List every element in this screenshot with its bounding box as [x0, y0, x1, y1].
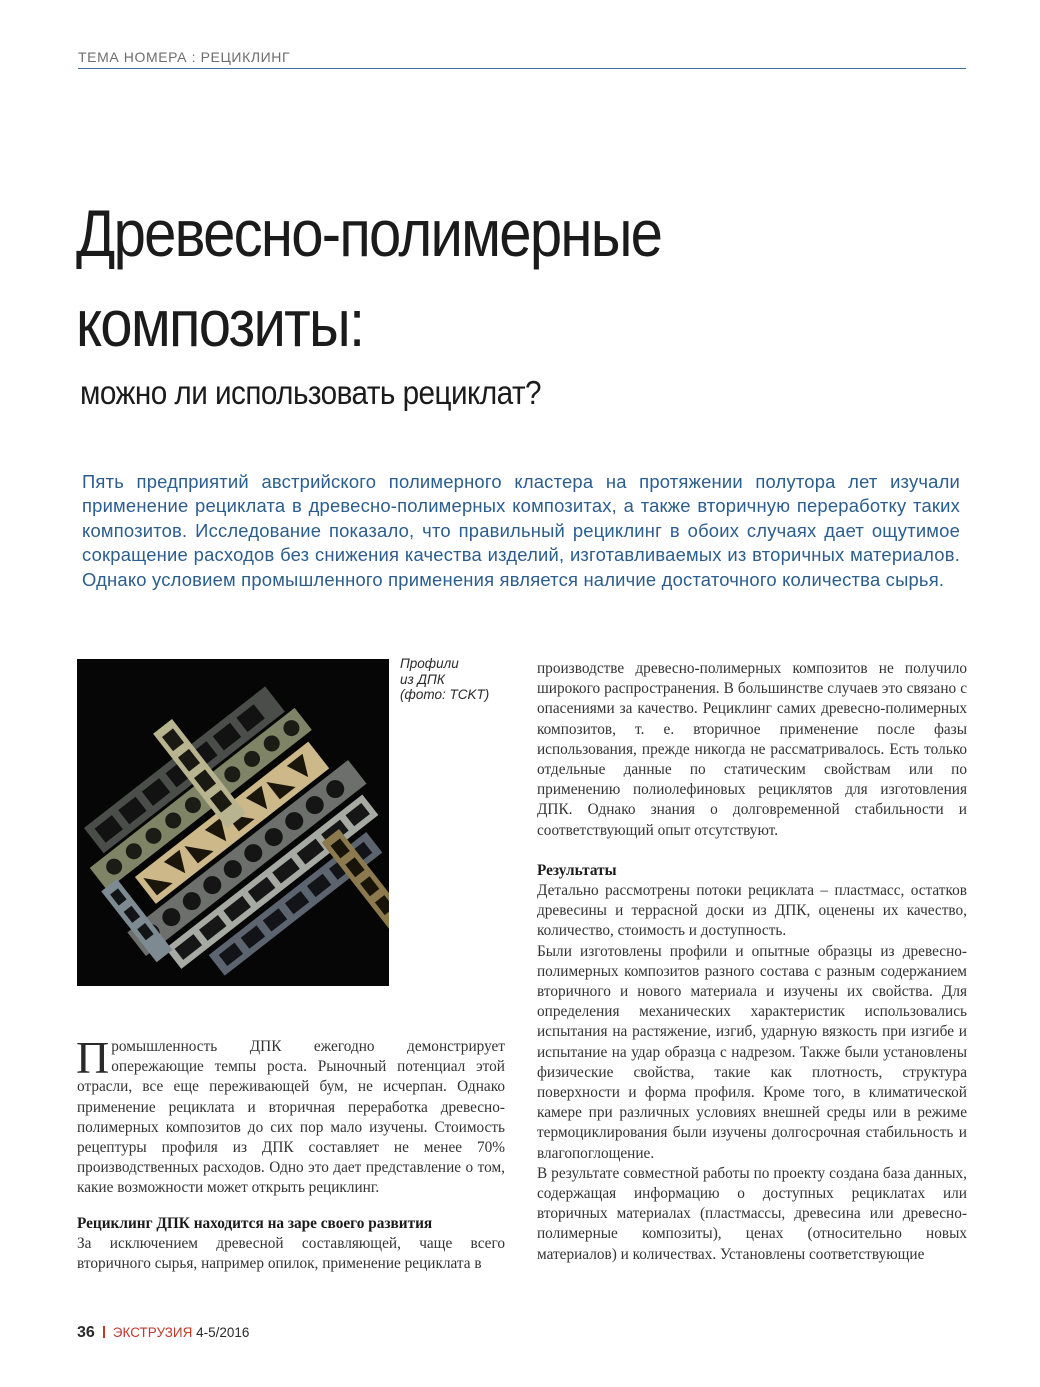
intro-text: ромышленность ДПК ежегодно демонстрирует опережающие темпы роста. Рыночный потенциал этой отрасли, все еще переживающей бум, не исчерпан. Однако применение рециклата и вторичная переработка древесно-полимерных композитов до сих пор мало изучены. Стоимость рецептуры профиля из ДПК составляет не менее 70% производственных расходов. Одно это дает представление о том, какие возможности может открыть рециклинг. [77, 1038, 505, 1197]
header-rule [78, 68, 966, 69]
caption-line-2: из ДПК [400, 671, 445, 687]
lead-paragraph: Пять предприятий австрийского полимерного кластера на протяжении полутора лет изучали применение рециклата в древесно-полимерных композитах, а также вторичную переработку таких композитов. Исследование показало, что правильный рециклинг в обоих случаях дает ощутимое сокращение расходов без снижения качества изделий, изготавливаемых из вторичных материалов. Однако условием промышленного применения является наличие достаточного количества сырья. [82, 471, 960, 590]
title-line-1: Древесно-полимерные [76, 196, 662, 270]
section-heading-recycling: Рециклинг ДПК находится на заре своего развития [77, 1214, 433, 1232]
right-paragraph-3: Были изготовлены профили и опытные образцы из древесно-полимерных композитов разного состава с разным содержанием вторичного и нового материала и изучены их свойства. Для определения механических характеристик использовались испытания на растяжение, изгиб, ударную вязкость при изгибе и испытание на удар образца с надрезом. Также были установлены физические свойства, такие как плотность, структура поверхности и форма профиля. Кроме того, в климатической камере при различных условиях внешней среды или в режиме термоциклирования были изучены долгосрочная стабильность и влагопоглощение. [537, 942, 967, 1162]
caption-line-1: Профили [400, 656, 459, 671]
magazine-name: ЭКСТРУЗИЯ [112, 1325, 193, 1340]
left-column [76, 1032, 505, 1274]
article-subtitle: можно ли использовать рециклат? [80, 374, 541, 411]
right-paragraph-2: Детально рассмотрены потоки рециклата – пластмасс, остатков древесины и террасной доски из ДПК, оценены их качество, количество, стоимость и доступность. [537, 882, 967, 940]
section-heading-results: Результаты [537, 861, 617, 879]
issue-number: 4-5/2016 [196, 1325, 250, 1340]
page-footer [77, 1324, 249, 1342]
title-line-2: композиты: [76, 286, 364, 360]
wpc-profiles-photo [77, 659, 389, 986]
article-title [76, 188, 868, 368]
profiles-illustration [77, 659, 389, 986]
intro-paragraph [76, 1032, 505, 1199]
section-tag: ТЕМА НОМЕРА : РЕЦИКЛИНГ [78, 49, 291, 65]
footer-separator [103, 1326, 105, 1338]
drop-cap: П [76, 1032, 110, 1083]
right-paragraph-1: производстве древесно-полимерных композитов не получило широкого распространения. В большинстве случаев это связано с опасениями за качество. Рециклинг самих древесно-полимерных композитов, т. е. вторичное применение после фазы использования, прежде никогда не рассматривалось. Есть только отдельные данные по статическим свойствам или по применению полиолефиновых рециклятов для изготовления ДПК. Однако знания о долговременной стабильности и соответствующий опыт отсутствуют. [537, 660, 967, 839]
photo-caption [400, 656, 520, 703]
right-column [537, 659, 967, 1265]
right-paragraph-4: В результате совместной работы по проекту создана база данных, содержащая информацию о доступных рециклатах или вторичных материалах (пластмассы, древесина или древесно-полимерные композиты), ценах (относительно новых материалов) и количествах. Установлены соответствующие [537, 1164, 967, 1263]
left-paragraph-2: За исключением древесной составляющей, чаще всего вторичного сырья, например опилок, применение рециклата в [77, 1234, 505, 1273]
page-number: 36 [77, 1324, 95, 1341]
caption-line-3: (фото: TCKT) [400, 687, 490, 702]
